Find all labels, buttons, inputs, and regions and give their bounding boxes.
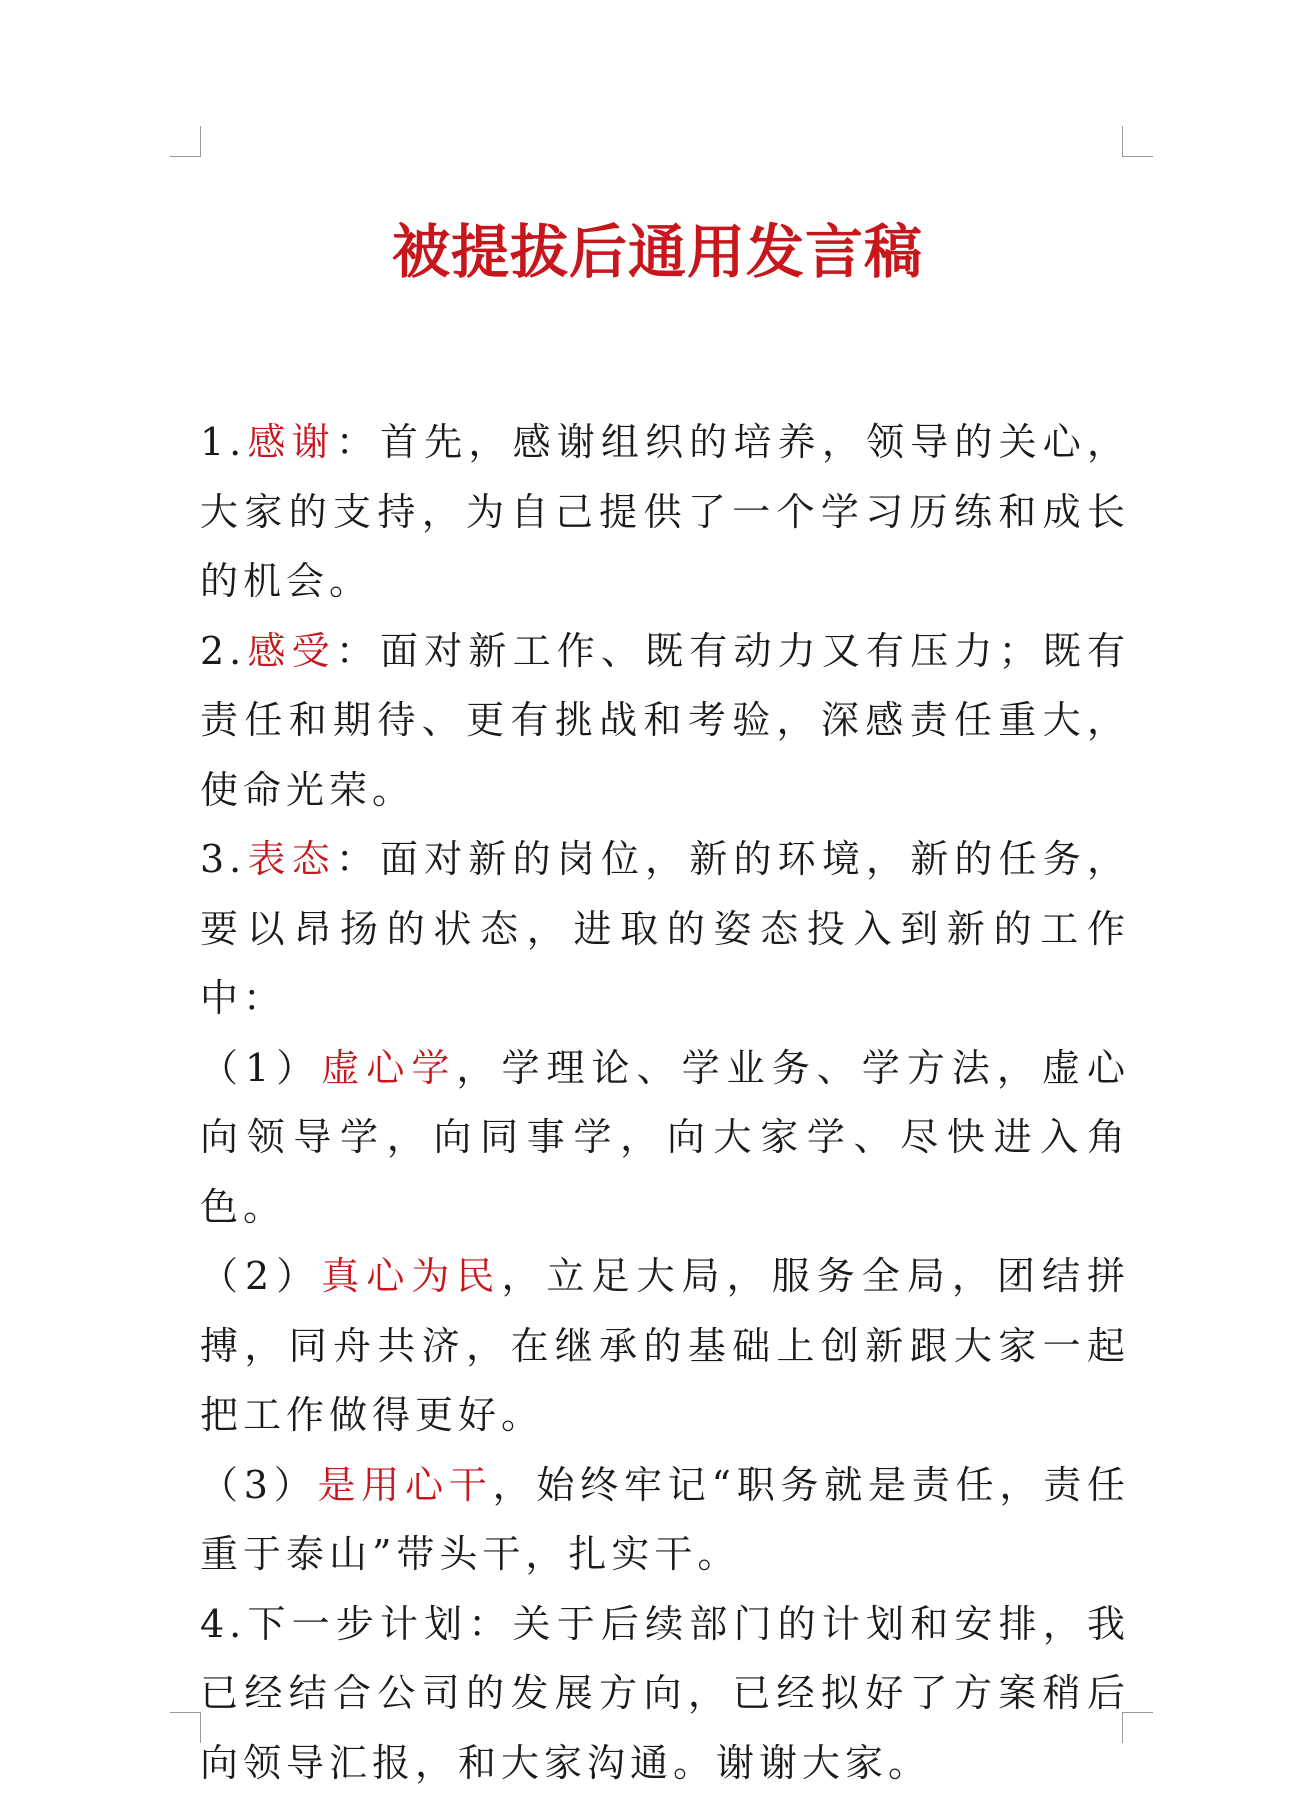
paragraph-point-2	[200, 1242, 1130, 1451]
paragraph-point-3	[200, 1451, 1130, 1590]
paragraph-text: ：面对新工作、既有动力又有压力；既有责任和期待、更有挑战和考验，深感责任重大，使命光荣。	[200, 628, 1130, 812]
document-body	[200, 408, 1130, 1798]
paragraph-text: ：关于后续部门的计划和安排，我已经结合公司的发展方向，已经拟好了方案稍后向领导汇报，和大家沟通。谢谢大家。	[200, 1601, 1130, 1785]
paragraph-statement	[200, 825, 1130, 1034]
paragraph-prefix: 1.	[200, 420, 247, 464]
paragraph-prefix: 4.下一步计划	[200, 1601, 469, 1646]
paragraph-highlight: 感受	[246, 628, 336, 673]
crop-mark-bottom-left	[170, 1712, 201, 1743]
crop-mark-top-right	[1122, 126, 1153, 157]
paragraph-text: ，立足大局，服务全局，团结拼搏，同舟共济，在继承的基础上创新跟大家一起把工作做得更好。	[200, 1254, 1130, 1437]
paragraph-highlight: 表态	[246, 837, 336, 881]
document-title: 被提拔后通用发言稿	[391, 218, 923, 286]
paragraph-highlight: 真心为民	[321, 1254, 502, 1298]
paragraph-highlight: 虚心学	[321, 1045, 457, 1090]
paragraph-text: ：首先，感谢组织的培养，领导的关心，大家的支持，为自己提供了一个学习历练和成长的机会。	[200, 420, 1130, 603]
paragraph-highlight: 感谢	[246, 420, 336, 464]
paragraph-prefix: （3）	[200, 1462, 318, 1507]
paragraph-prefix: （2）	[200, 1254, 322, 1298]
paragraph-thanks	[200, 408, 1130, 617]
paragraph-feelings	[200, 617, 1130, 826]
paragraph-text: ，学理论、学业务、学方法，虚心向领导学，向同事学，向大家学、尽快进入角色。	[200, 1045, 1130, 1229]
paragraph-highlight: 是用心干	[317, 1462, 493, 1507]
crop-mark-top-left	[170, 126, 201, 157]
paragraph-prefix: （1）	[200, 1045, 322, 1090]
paragraph-prefix: 2.	[200, 628, 247, 673]
paragraph-text: ：面对新的岗位，新的环境，新的任务，要以昂扬的状态，进取的姿态投入到新的工作中：	[200, 837, 1130, 1020]
paragraph-point-1	[200, 1034, 1130, 1243]
paragraph-prefix: 3.	[200, 837, 247, 881]
paragraph-next-steps	[200, 1590, 1130, 1799]
paragraph-text: ，始终牢记“职务就是责任，责任重于泰山”带头干，扎实干。	[200, 1462, 1130, 1576]
